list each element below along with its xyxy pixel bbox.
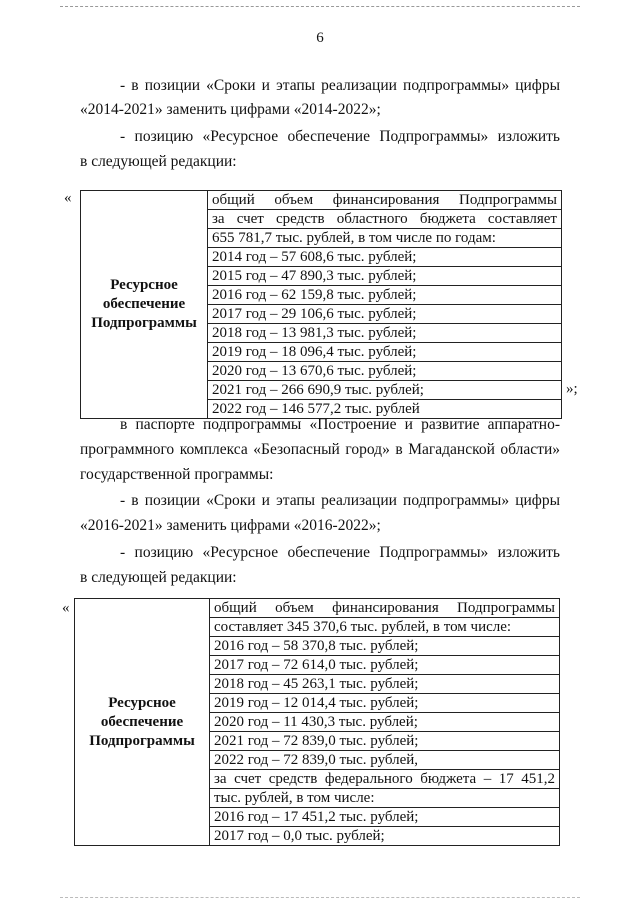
table2-line: тыс. рублей, в том числе: <box>210 789 559 808</box>
table1-line: 2014 год – 57 608,6 тыс. рублей; <box>208 248 561 267</box>
table2-line: 2019 год – 12 014,4 тыс. рублей; <box>210 694 559 713</box>
table2-line: 2020 год – 11 430,3 тыс. рублей; <box>210 713 559 732</box>
paragraph-3-line-2: программного комплекса «Безопасный город» в Магаданской области» <box>80 441 560 458</box>
paragraph-1-line-1: - в позиции «Сроки и этапы реализации подпрограммы» цифры <box>120 77 560 94</box>
paragraph-4-line-2: «2016-2021» заменить цифрами «2016-2022»; <box>80 517 381 534</box>
table1-line: общий объем финансирования Подпрограммы <box>208 191 561 210</box>
bottom-scan-line <box>60 897 580 898</box>
table2-label-line: обеспечение <box>100 713 184 730</box>
table2-resource-provision <box>74 598 560 846</box>
table2-line: за счет средств федерального бюджета – 17 451,2 <box>210 770 559 789</box>
table1-line: 2022 год – 146 577,2 тыс. рублей <box>212 401 420 417</box>
table1-label-cell <box>81 191 208 419</box>
table2-line: 2022 год – 72 839,0 тыс. рублей, <box>210 751 559 770</box>
table2-label-line: Ресурсное <box>108 694 176 711</box>
table1-label-line: обеспечение <box>102 296 186 312</box>
table1-line: 2016 год – 62 159,8 тыс. рублей; <box>208 286 561 305</box>
table2-line: 2021 год – 72 839,0 тыс. рублей; <box>210 732 559 751</box>
table2-line: 2017 год – 0,0 тыс. рублей; <box>214 828 385 844</box>
paragraph-1-line-2: «2014-2021» заменить цифрами «2014-2022»; <box>80 101 381 118</box>
table1-line: 2015 год – 47 890,3 тыс. рублей; <box>208 267 561 286</box>
table1-line: 2017 год – 29 106,6 тыс. рублей; <box>208 305 561 324</box>
table1-resource-provision <box>80 190 562 419</box>
table2-content-cell <box>210 599 560 846</box>
table2-line: 2018 год – 45 263,1 тыс. рублей; <box>210 675 559 694</box>
table1-label-line: Ресурсное <box>110 277 178 293</box>
table1-close-quote: »; <box>566 381 578 397</box>
table1-line: 2021 год – 266 690,9 тыс. рублей; <box>208 381 561 400</box>
table1-content-cell <box>208 191 562 419</box>
table1-line: 655 781,7 тыс. рублей, в том числе по годам: <box>208 229 561 248</box>
paragraph-2-line-2: в следующей редакции: <box>80 153 237 170</box>
table2-line: 2016 год – 17 451,2 тыс. рублей; <box>210 808 559 827</box>
table2-label-cell <box>75 599 210 846</box>
paragraph-4-line-1: - в позиции «Сроки и этапы реализации подпрограммы» цифры <box>120 492 560 509</box>
table2-label-line: Подпрограммы <box>89 732 195 749</box>
table2-line: общий объем финансирования Подпрограммы <box>210 599 559 618</box>
page-number: 6 <box>316 30 324 46</box>
table2-line: составляет 345 370,6 тыс. рублей, в том числе: <box>210 618 559 637</box>
table1-label-line: Подпрограммы <box>91 315 197 331</box>
table1-open-quote: « <box>64 190 72 206</box>
paragraph-3-line-3: государственной программы: <box>80 466 274 483</box>
table1-line: 2019 год – 18 096,4 тыс. рублей; <box>208 343 561 362</box>
table1-line: 2018 год – 13 981,3 тыс. рублей; <box>208 324 561 343</box>
table2-open-quote: « <box>62 600 70 616</box>
top-scan-line <box>60 6 580 7</box>
table2-line: 2016 год – 58 370,8 тыс. рублей; <box>210 637 559 656</box>
paragraph-5-line-1: - позицию «Ресурсное обеспечение Подпрограммы» изложить <box>120 544 560 561</box>
paragraph-3-line-1: в паспорте подпрограммы «Построение и развитие аппаратно- <box>120 416 560 433</box>
table1-line: за счет средств областного бюджета составляет <box>208 210 561 229</box>
paragraph-2-line-1: - позицию «Ресурсное обеспечение Подпрограммы» изложить <box>120 128 560 145</box>
table1-line: 2020 год – 13 670,6 тыс. рублей; <box>208 362 561 381</box>
table2-line: 2017 год – 72 614,0 тыс. рублей; <box>210 656 559 675</box>
paragraph-5-line-2: в следующей редакции: <box>80 569 237 586</box>
